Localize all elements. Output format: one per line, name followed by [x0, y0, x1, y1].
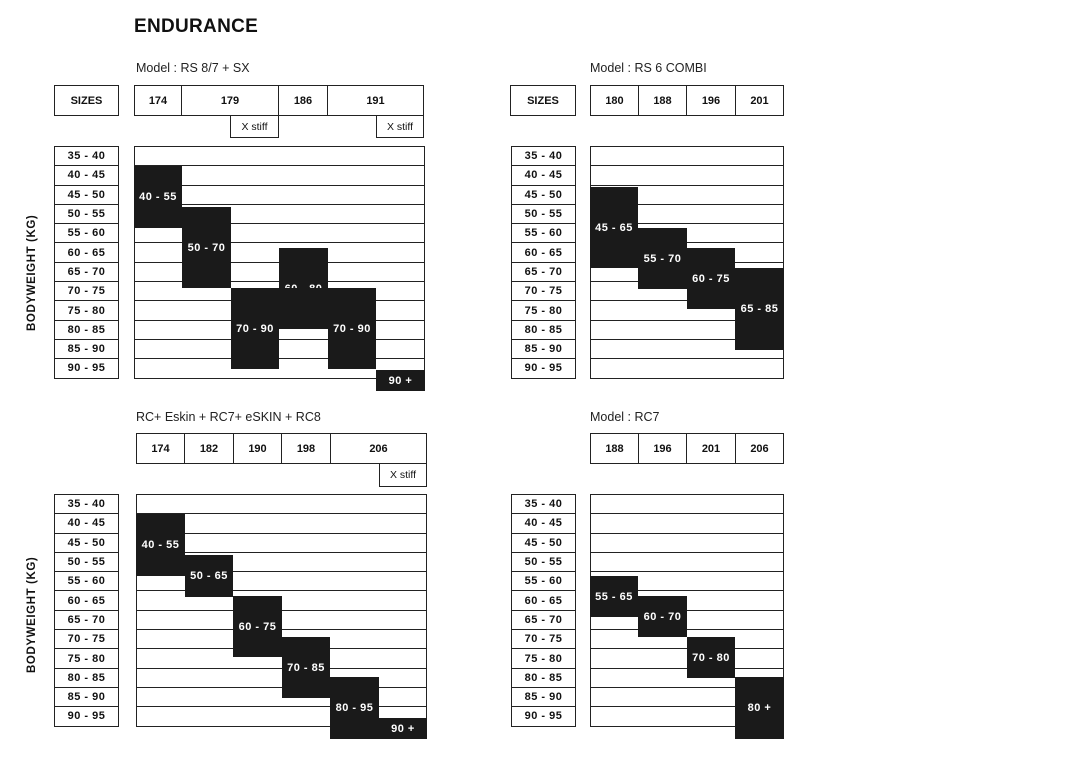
weight-row: 85 - 90	[55, 687, 119, 706]
range-block: 70 - 90	[231, 288, 279, 369]
grid-row-cell	[591, 533, 784, 552]
model-label: Model : RC7	[590, 410, 660, 424]
weight-row: 75 - 80	[55, 301, 119, 320]
size-cell: 182	[184, 433, 234, 464]
weight-row: 80 - 85	[512, 320, 576, 339]
weight-row: 90 - 95	[512, 359, 576, 378]
weight-row: 40 - 45	[55, 166, 119, 185]
sizes-header: SIZES	[54, 85, 119, 116]
weight-row: 40 - 45	[55, 514, 119, 533]
range-block: 55 - 65	[590, 576, 638, 617]
range-block: 60 - 75	[233, 596, 282, 657]
weight-row: 45 - 50	[512, 533, 576, 552]
range-block: 65 - 85	[735, 268, 784, 350]
weight-row: 60 - 65	[55, 243, 119, 262]
weight-row: 55 - 60	[512, 224, 576, 243]
size-cell: 198	[281, 433, 331, 464]
size-cell: 190	[233, 433, 282, 464]
range-block-connector	[279, 288, 328, 328]
weight-row: 65 - 70	[512, 610, 576, 629]
size-grid	[136, 494, 427, 739]
size-cell: 201	[735, 85, 784, 116]
range-block: 45 - 65	[590, 187, 638, 268]
grid-row-cell	[135, 339, 425, 358]
weight-row: 35 - 40	[512, 147, 576, 166]
weight-row-table	[54, 494, 119, 727]
size-grid	[134, 146, 425, 391]
x-stiff-note: X stiff	[230, 115, 279, 138]
model-label: Model : RS 8/7 + SX	[136, 61, 250, 75]
size-cell: 188	[590, 433, 639, 464]
y-axis-label: BODYWEIGHT (KG)	[26, 214, 38, 331]
weight-row-table	[54, 146, 119, 379]
grid-row-cell	[137, 495, 427, 514]
grid-row-cell	[591, 166, 784, 185]
range-block: 70 - 80	[687, 637, 735, 678]
range-block: 90 +	[376, 370, 425, 391]
weight-row: 80 - 85	[512, 668, 576, 687]
range-block: 40 - 55	[136, 514, 185, 576]
weight-row: 70 - 75	[512, 282, 576, 301]
weight-row: 50 - 55	[55, 204, 119, 223]
model-label: Model : RS 6 COMBI	[590, 61, 707, 75]
weight-row: 45 - 50	[512, 185, 576, 204]
size-cell: 206	[735, 433, 784, 464]
sizes-header: SIZES	[510, 85, 576, 116]
weight-row: 50 - 55	[512, 204, 576, 223]
size-grid	[590, 494, 784, 739]
range-block: 40 - 55	[134, 166, 182, 228]
weight-row: 40 - 45	[512, 166, 576, 185]
size-cell: 180	[590, 85, 639, 116]
weight-row: 75 - 80	[512, 649, 576, 668]
range-block: 50 - 65	[185, 555, 233, 597]
weight-row: 90 - 95	[55, 359, 119, 378]
weight-row: 80 - 85	[55, 668, 119, 687]
weight-row: 80 - 85	[55, 320, 119, 339]
range-block: 90 +	[379, 718, 427, 739]
weight-row: 65 - 70	[55, 262, 119, 281]
weight-row: 55 - 60	[55, 572, 119, 591]
weight-row: 75 - 80	[55, 649, 119, 668]
size-cell: 191	[327, 85, 424, 116]
weight-row: 85 - 90	[55, 339, 119, 358]
weight-row: 65 - 70	[55, 610, 119, 629]
weight-row: 45 - 50	[55, 185, 119, 204]
size-grid	[590, 146, 784, 391]
weight-row: 35 - 40	[512, 495, 576, 514]
weight-row: 55 - 60	[55, 224, 119, 243]
range-block: 50 - 70	[182, 207, 231, 288]
grid-row-cell	[591, 359, 784, 378]
size-cell: 206	[330, 433, 427, 464]
weight-row: 60 - 65	[512, 591, 576, 610]
weight-row-table	[511, 494, 576, 727]
range-block: 80 - 95	[330, 677, 379, 739]
range-block: 60 - 75	[687, 248, 735, 309]
weight-row: 50 - 55	[55, 552, 119, 571]
x-stiff-note: X stiff	[376, 115, 424, 138]
grid-row-cell	[135, 147, 425, 166]
size-cell: 188	[638, 85, 687, 116]
size-cell: 201	[686, 433, 736, 464]
range-block: 60 - 70	[638, 596, 687, 637]
weight-row: 60 - 65	[512, 243, 576, 262]
grid-row-cell	[591, 147, 784, 166]
weight-row: 65 - 70	[512, 262, 576, 281]
size-cell: 196	[638, 433, 687, 464]
grid-row-cell	[591, 495, 784, 514]
weight-row: 35 - 40	[55, 495, 119, 514]
weight-row: 70 - 75	[55, 282, 119, 301]
range-block: 55 - 70	[638, 228, 687, 289]
page-title: ENDURANCE	[134, 16, 259, 37]
weight-row: 50 - 55	[512, 552, 576, 571]
size-cell: 179	[181, 85, 279, 116]
weight-row: 70 - 75	[55, 630, 119, 649]
weight-row: 55 - 60	[512, 572, 576, 591]
weight-row: 40 - 45	[512, 514, 576, 533]
weight-row: 70 - 75	[512, 630, 576, 649]
range-block: 80 +	[735, 677, 784, 739]
x-stiff-note: X stiff	[379, 463, 427, 487]
weight-row: 85 - 90	[512, 339, 576, 358]
model-label: RC+ Eskin + RC7+ eSKIN + RC8	[136, 410, 321, 424]
weight-row: 75 - 80	[512, 301, 576, 320]
weight-row: 45 - 50	[55, 533, 119, 552]
weight-row: 35 - 40	[55, 147, 119, 166]
weight-row: 90 - 95	[55, 707, 119, 726]
range-block: 70 - 90	[328, 288, 376, 369]
size-cell: 196	[686, 85, 736, 116]
grid-row-cell	[591, 514, 784, 533]
size-cell: 186	[278, 85, 328, 116]
grid-row-cell	[591, 552, 784, 571]
weight-row-table	[511, 146, 576, 379]
size-cell: 174	[134, 85, 182, 116]
weight-row: 85 - 90	[512, 687, 576, 706]
weight-row: 90 - 95	[512, 707, 576, 726]
size-cell: 174	[136, 433, 185, 464]
y-axis-label: BODYWEIGHT (KG)	[26, 556, 38, 673]
range-block: 70 - 85	[282, 637, 330, 698]
weight-row: 60 - 65	[55, 591, 119, 610]
